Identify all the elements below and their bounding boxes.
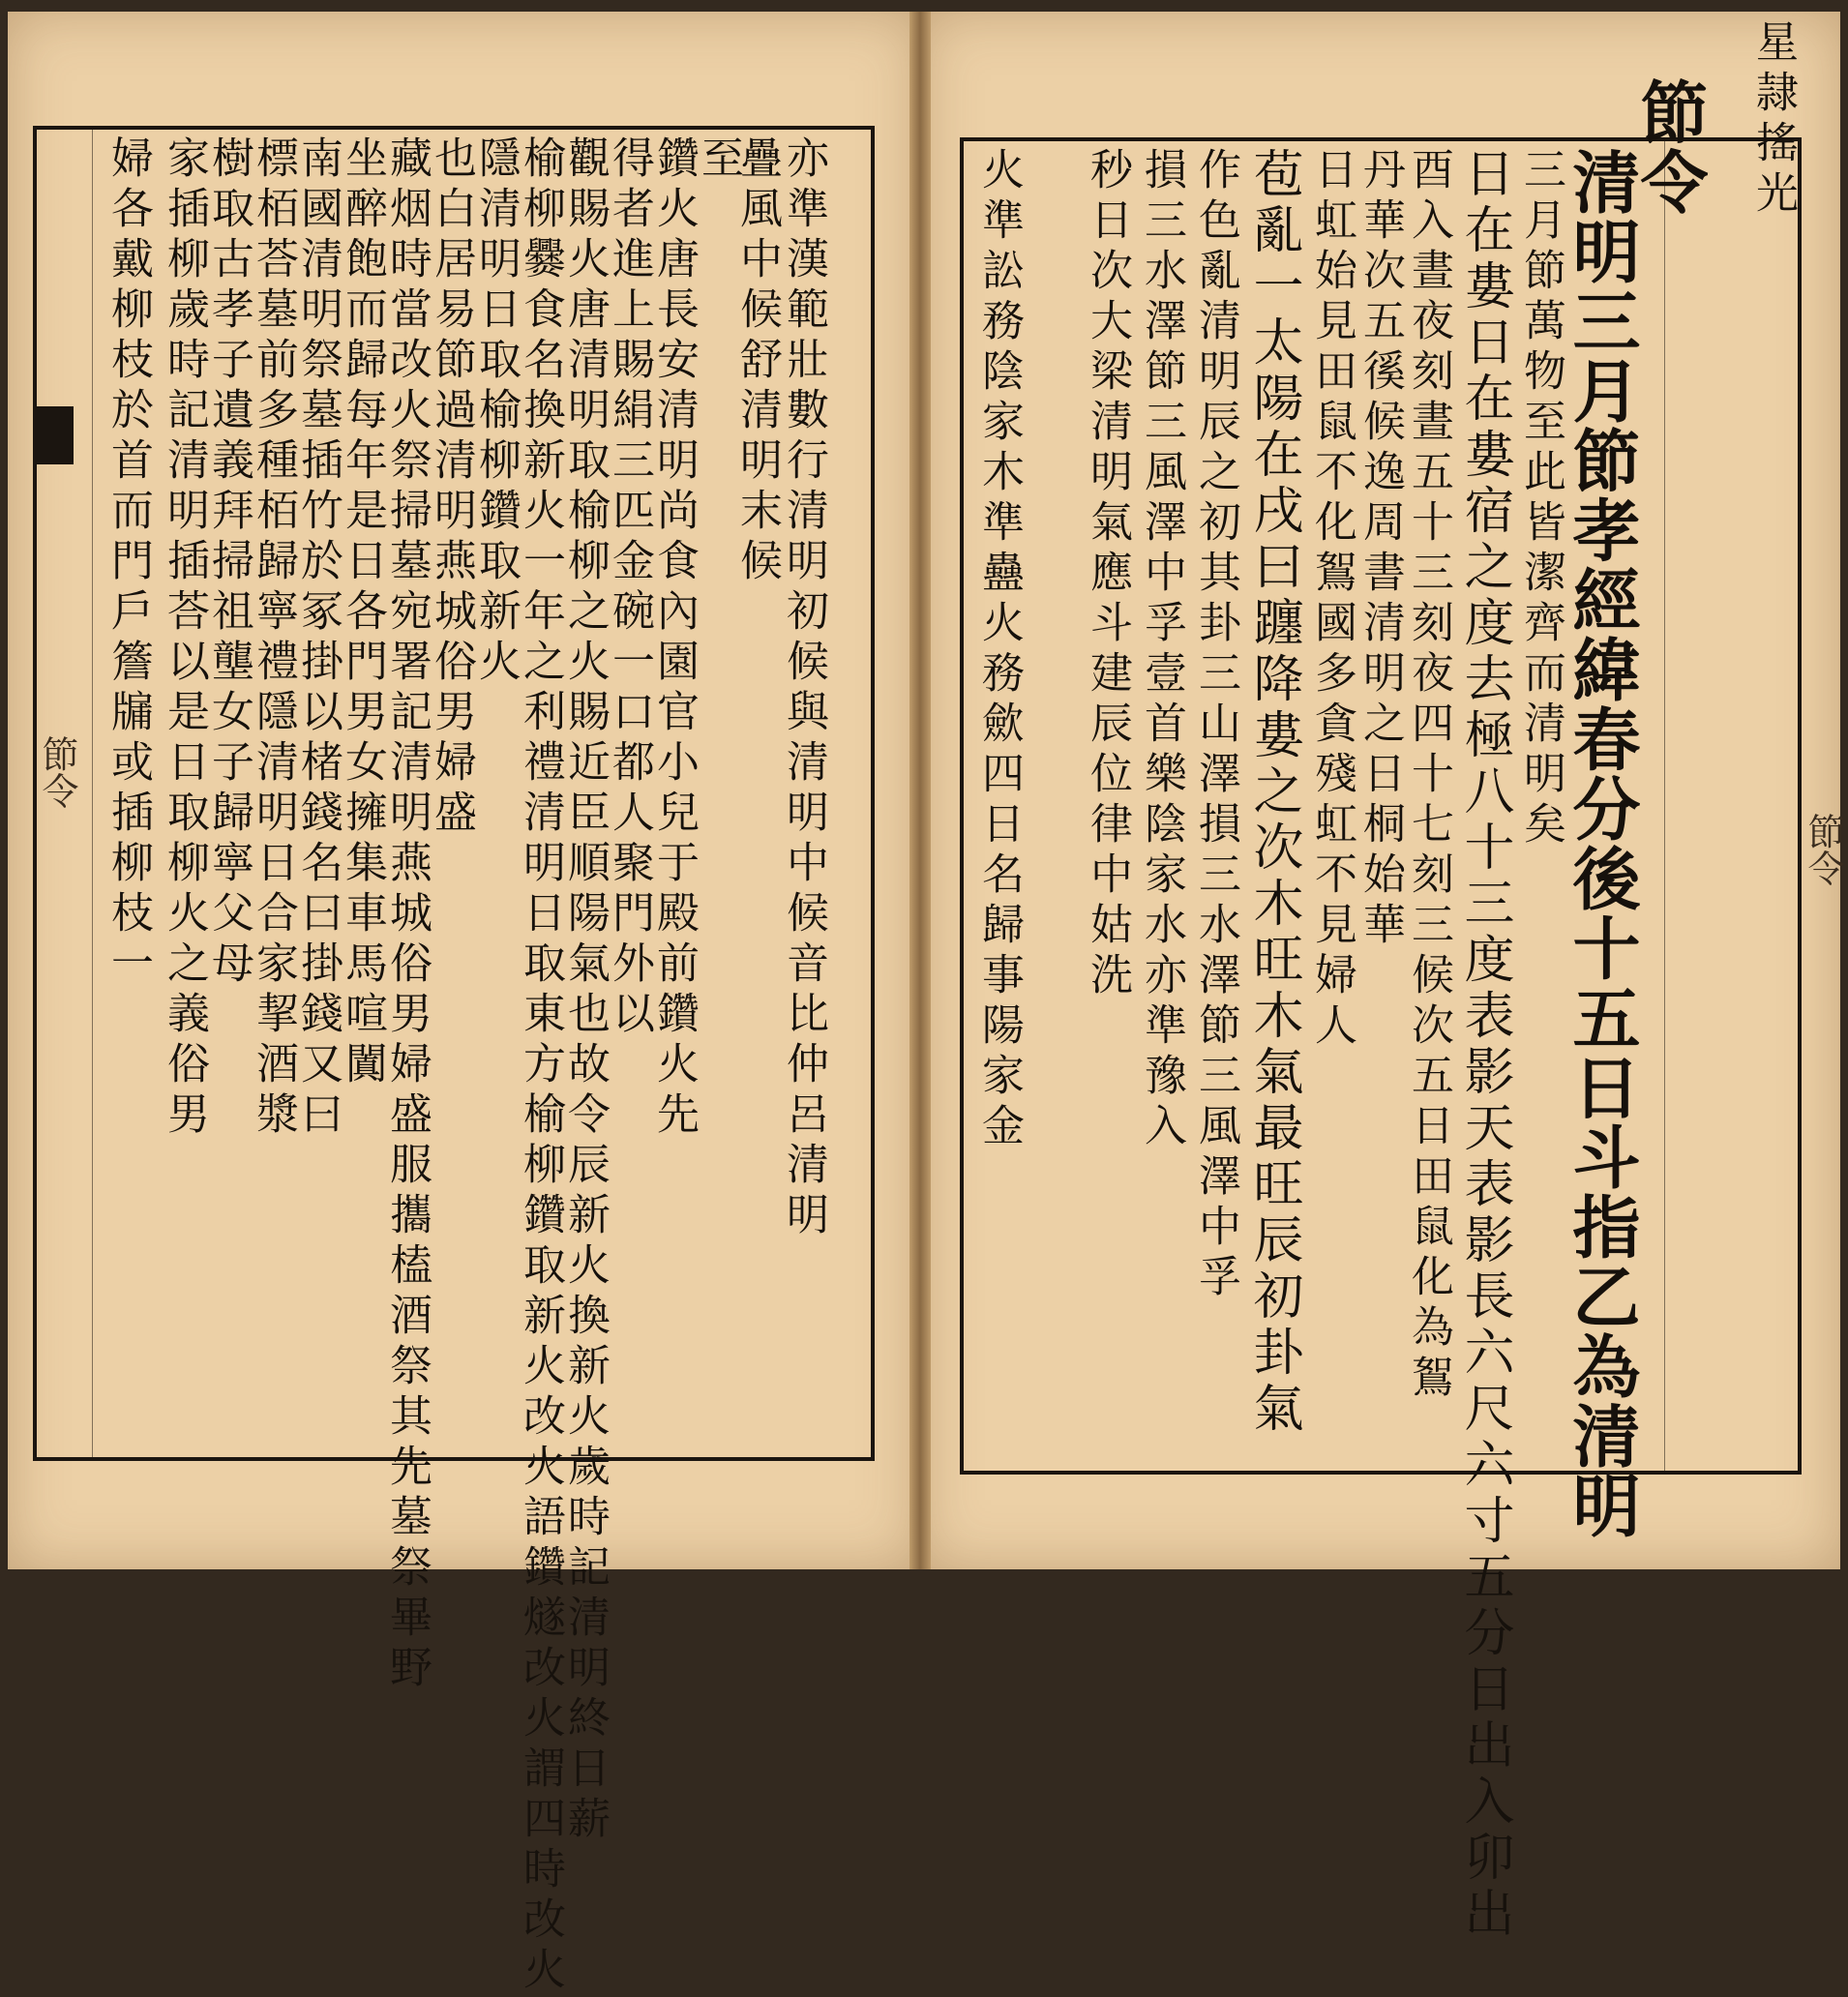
left-col-5: 得者進上賜絹三匹金碗一口都人聚門外以 [605, 135, 654, 1041]
right-margin-title: 節令 [1802, 813, 1844, 886]
left-col-6: 觀賜火唐清明取榆柳之火賜近臣順陽氣也故令辰新火換新火歲時記清明終日薪 [560, 135, 610, 1846]
left-margin-title: 節令 [36, 735, 78, 809]
star-note: 星隷搖光 [1748, 19, 1798, 221]
left-col-4: 鑽火唐長安清明尚食內園官小兒于殿前鑽火先 [649, 135, 699, 1142]
right-col-9: 損三水澤節三風澤中孚壹首樂陰家水亦準豫入 [1137, 147, 1186, 1153]
left-col-3: 至 [694, 135, 743, 186]
column-rule [1664, 141, 1665, 1471]
fishtail-mark [35, 406, 74, 464]
left-col-1: 亦準漢範壯數行清明初候與清明中候音比仲呂清明 [779, 135, 828, 1242]
right-col-10: 秒日次大梁清明氣應斗建辰位律中姑洗 [1083, 147, 1132, 1002]
left-col-15: 家插柳歲時記清明插荅以是日取柳火之義俗男 [160, 135, 209, 1142]
right-col-7: 苞亂一太陽在戌曰躔降婁之次木旺木氣最旺辰初卦氣 [1244, 147, 1302, 1438]
right-col-8: 作色亂清明辰之初其卦三山澤損三水澤節三風澤中孚 [1191, 147, 1240, 1304]
section-heading: 節令 [1629, 77, 1710, 217]
right-col-4: 酉入晝夜刻晝五十三刻夜四十七刻三候次五日田鼠化為鴽 [1404, 147, 1453, 1405]
right-col-3: 日在婁日在婁宿之度去極八十三度表影天表影長六尺六寸五分日出入卯出 [1455, 147, 1513, 1943]
left-col-2: 疊風中候舒清明末候 [732, 135, 782, 588]
left-col-12: 南國清明祭墓插竹於冢掛以楮錢名曰掛錢又曰 [293, 135, 343, 1142]
right-col-5: 丹華次五徯候逸周書清明之日桐始華 [1356, 147, 1405, 952]
right-col-6: 日虹始見田鼠不化鴽國多貪殘虹不見婦人 [1307, 147, 1356, 1053]
left-col-7: 榆柳爨食名換新火一年之利禮清明日取東方榆柳鑽取新火改火語鑽燧改火謂四時改火 [516, 135, 565, 1997]
right-col-2: 三月節萬物至此皆潔齊而清明矣 [1516, 147, 1565, 851]
right-col-11: 火準訟務陰家木準蠱火務歛四日名歸事陽家金 [974, 147, 1024, 1153]
book-gutter [909, 12, 931, 1569]
left-col-11: 坐醉飽而歸每年是日各門男女擁集車馬喧闐 [338, 135, 387, 1091]
right-col-1: 清明三月節孝經緯春分後十五日斗指乙為清明 [1562, 147, 1642, 1540]
left-col-13: 標栢荅墓前多種栢歸寧禮隱清明日合家挈酒漿 [249, 135, 298, 1142]
left-col-14: 樹取古孝子遺義拜掃祖壟女子歸寧父母 [204, 135, 253, 991]
left-col-16: 婦各戴柳枝於首而門戶簷牖或插柳枝一 [104, 135, 153, 991]
left-col-9: 也白居易節過清明燕城俗男婦盛 [427, 135, 476, 840]
left-col-8: 隱清明日取榆柳鑽取新火 [471, 135, 521, 689]
column-rule [92, 130, 93, 1457]
left-col-10: 藏烟時當改火祭掃墓宛署記清明燕城俗男婦盛服攜榼酒祭其先墓祭畢野 [382, 135, 432, 1695]
